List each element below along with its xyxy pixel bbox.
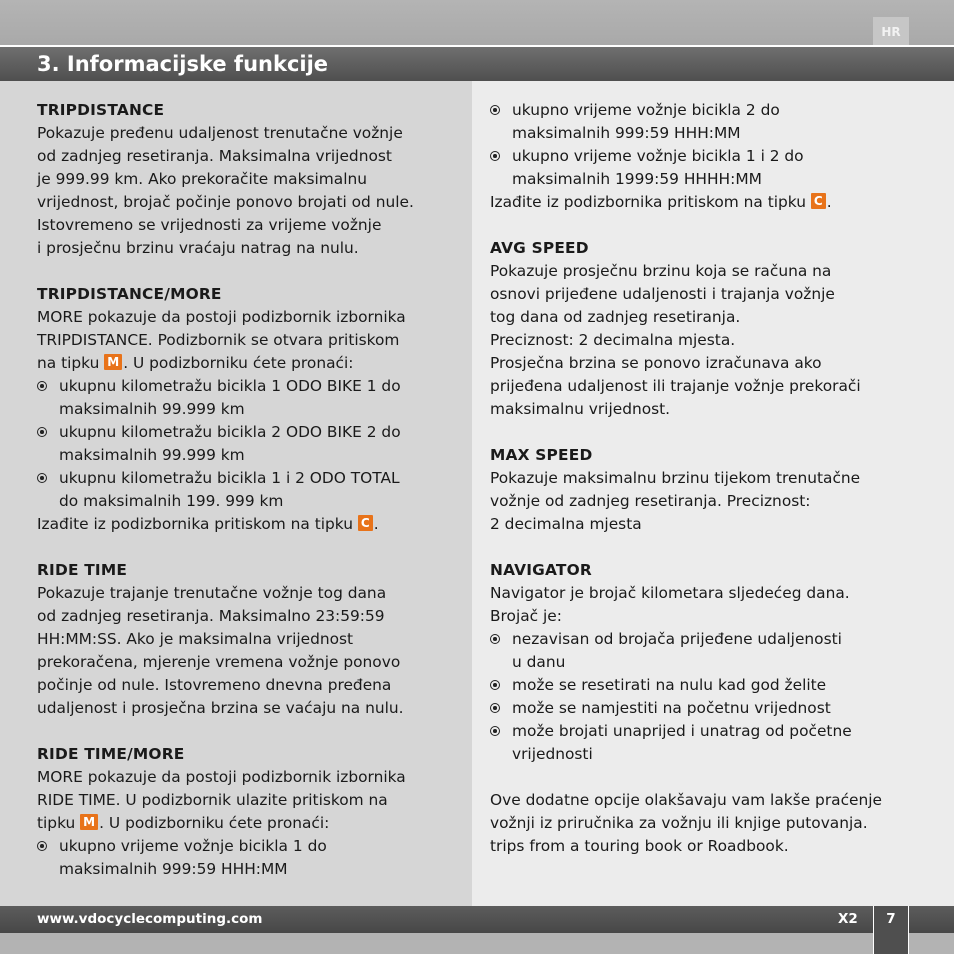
text-line: Preciznost: 2 decimalna mjesta.: [490, 331, 736, 349]
heading-avg-speed: AVG SPEED: [490, 239, 589, 257]
text-line: udaljenost i prosječna brzina se vaćaju na nulu.: [37, 699, 404, 717]
text-line: tog dana od zadnjeg resetiranja.: [490, 308, 741, 326]
heading-tripdistance: TRIPDISTANCE: [37, 101, 165, 119]
section-title: 3. Informacijske funkcije: [37, 52, 329, 76]
text-line: Brojač je:: [490, 607, 562, 625]
ride-time-more-list-cont: [490, 99, 910, 191]
text-line: RIDE TIME. U podizbornik ulazite pritiskom na: [37, 791, 388, 809]
heading-ride-time-more: RIDE TIME/MORE: [37, 745, 185, 763]
heading-max-speed: MAX SPEED: [490, 446, 593, 464]
list-item: ukupno vrijeme vožnje bicikla 1 i 2 do maksimalnih 1999:59 HHHH:MM: [490, 145, 910, 191]
text-line: vožnje od zadnjeg resetiranja. Preciznost:: [490, 492, 811, 510]
bullet-icon: [490, 105, 500, 115]
text-line: od zadnjeg resetiranja. Maksimalno 23:59:59: [37, 607, 385, 625]
heading-navigator: NAVIGATOR: [490, 561, 592, 579]
section-title-bar: [0, 47, 954, 81]
text-line: HH:MM:SS. Ako je maksimalna vrijednost: [37, 630, 354, 648]
m-key-icon: M: [80, 814, 98, 830]
page-number: 7: [886, 911, 896, 927]
bullet-icon: [490, 634, 500, 644]
footer-url[interactable]: www.vdocyclecomputing.com: [37, 911, 263, 927]
list-item: ukupno vrijeme vožnje bicikla 1 do maksimalnih 999:59 HHH:MM: [37, 835, 457, 881]
text-line: prekoračena, mjerenje vremena vožnje ponovo: [37, 653, 401, 671]
c-key-icon: C: [358, 515, 373, 531]
text-line: je 999.99 km. Ako prekoračite maksimalnu: [37, 170, 368, 188]
list-item: ukupnu kilometražu bicikla 1 ODO BIKE 1 do maksimalnih 99.999 km: [37, 375, 457, 421]
text-line: prijeđena udaljenost ili trajanje vožnje prekorači: [490, 377, 861, 395]
text-line: MORE pokazuje da postoji podizbornik izbornika: [37, 308, 406, 326]
text-line: osnovi prijeđene udaljenosti i trajanja vožnje: [490, 285, 835, 303]
heading-tripdistance-more: TRIPDISTANCE/MORE: [37, 285, 222, 303]
navigator-list: [490, 628, 910, 766]
text-line: MORE pokazuje da postoji podizbornik izbornika: [37, 768, 406, 786]
bullet-icon: [37, 473, 47, 483]
c-key-icon: C: [811, 193, 826, 209]
bullet-icon: [490, 680, 500, 690]
list-item: ukupnu kilometražu bicikla 2 ODO BIKE 2 do maksimalnih 99.999 km: [37, 421, 457, 467]
text-line: vožnji iz priručnika za vožnju ili knjige putovanja.: [490, 814, 868, 832]
right-column: [490, 99, 910, 858]
text-line: Izađite iz podizbornika pritiskom na tipku C .: [490, 193, 832, 211]
bullet-icon: [490, 726, 500, 736]
top-band: [0, 0, 954, 45]
text-line: maksimalnu vrijednost.: [490, 400, 671, 418]
text-line: Istovremeno se vrijednosti za vrijeme vožnje: [37, 216, 382, 234]
text-line: TRIPDISTANCE. Podizbornik se otvara pritiskom: [37, 331, 400, 349]
text-line: trips from a touring book or Roadbook.: [490, 837, 789, 855]
text-line: od zadnjeg resetiranja. Maksimalna vrijednost: [37, 147, 392, 165]
heading-ride-time: RIDE TIME: [37, 561, 128, 579]
bullet-icon: [490, 151, 500, 161]
text-line: Pokazuje pređenu udaljenost trenutačne vožnje: [37, 124, 403, 142]
footer-model: X2: [838, 911, 858, 927]
text-line: Izađite iz podizbornika pritiskom na tipku C .: [37, 515, 379, 533]
left-column: [37, 99, 457, 881]
bullet-icon: [490, 703, 500, 713]
text-line: Pokazuje maksimalnu brzinu tijekom trenutačne: [490, 469, 861, 487]
list-item: ukupno vrijeme vožnje bicikla 2 do maksimalnih 999:59 HHH:MM: [490, 99, 910, 145]
text-line: Pokazuje prosječnu brzinu koja se računa na: [490, 262, 832, 280]
text-line: Pokazuje trajanje trenutačne vožnje tog dana: [37, 584, 387, 602]
list-item: može se namjestiti na početnu vrijednost: [490, 697, 910, 720]
list-item: može se resetirati na nulu kad god želite: [490, 674, 910, 697]
text-line: počinje od nule. Istovremeno dnevna pređena: [37, 676, 392, 694]
list-item: može brojati unaprijed i unatrag od početne vrijednosti: [490, 720, 910, 766]
text-line: na tipku M . U podizborniku ćete pronaći:: [37, 354, 354, 372]
bullet-icon: [37, 427, 47, 437]
text-line: i prosječnu brzinu vraćaju natrag na nulu.: [37, 239, 359, 257]
list-item: nezavisan od brojača prijeđene udaljenosti u danu: [490, 628, 910, 674]
text-line: vrijednost, brojač počinje ponovo brojati od nule.: [37, 193, 414, 211]
text-line: tipku M . U podizborniku ćete pronaći:: [37, 814, 330, 832]
m-key-icon: M: [104, 354, 122, 370]
text-line: Navigator je brojač kilometara sljedećeg dana.: [490, 584, 850, 602]
text-line: Ove dodatne opcije olakšavaju vam lakše praćenje: [490, 791, 883, 809]
text-line: 2 decimalna mjesta: [490, 515, 642, 533]
text-line: Prosječna brzina se ponovo izračunava ako: [490, 354, 822, 372]
list-item: ukupnu kilometražu bicikla 1 i 2 ODO TOTAL do maksimalnih 199. 999 km: [37, 467, 457, 513]
ride-time-more-list: [37, 835, 457, 881]
tripdistance-more-list: [37, 375, 457, 513]
footer-divider: [908, 906, 909, 954]
footer-band: [0, 933, 954, 954]
bullet-icon: [37, 381, 47, 391]
language-tab: HR: [873, 17, 909, 45]
bullet-icon: [37, 841, 47, 851]
